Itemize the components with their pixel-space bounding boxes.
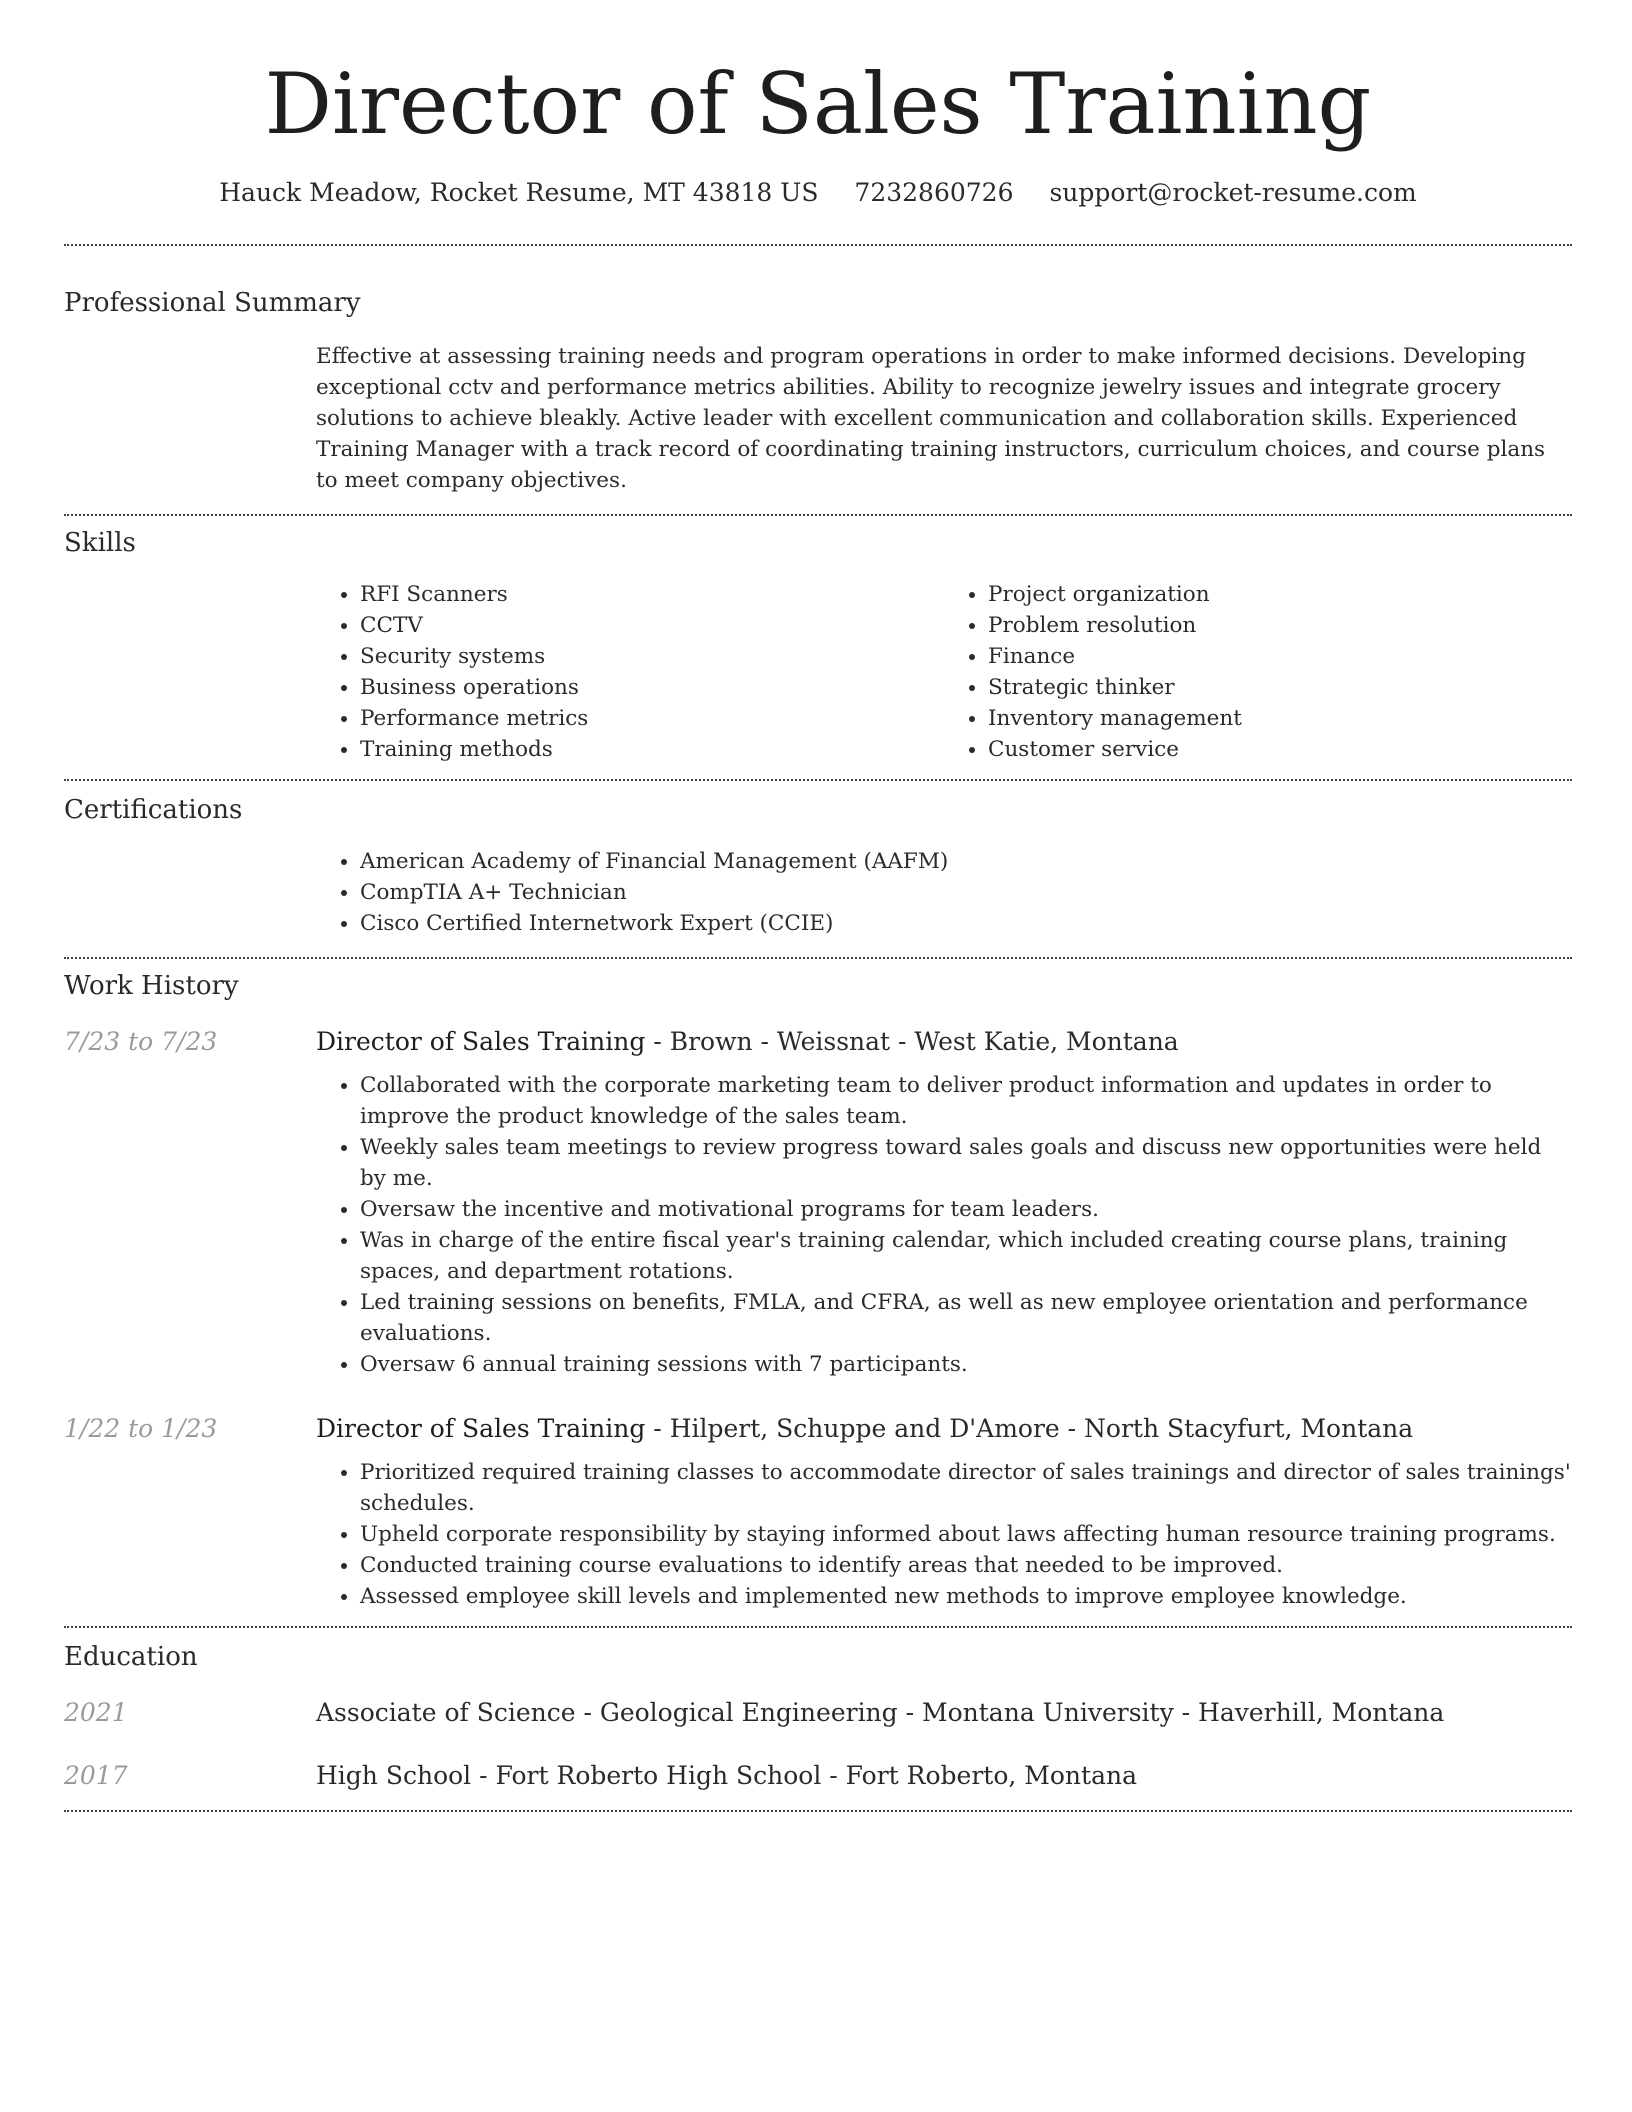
- job-date: 1/22 to 1/23: [64, 1414, 218, 1443]
- contact-line: [64, 176, 1572, 210]
- contact-email: support@rocket-resume.com: [1049, 178, 1417, 207]
- list-item: • Problem resolution: [988, 610, 1572, 641]
- skills-list-left: [316, 579, 944, 765]
- education-degree: Associate of Science - Geological Engineering: [316, 1698, 898, 1727]
- job-entry: [64, 1414, 1572, 1612]
- education-school: - Fort Roberto High School - Fort Roberto, Montana: [471, 1761, 1137, 1790]
- list-item: • CompTIA A+ Technician: [360, 877, 1572, 908]
- job-bullets: [316, 1457, 1572, 1612]
- education-school: - Montana University - Haverhill, Montana: [897, 1698, 1445, 1727]
- divider: [64, 1810, 1572, 1812]
- certifications-list: [316, 846, 1572, 939]
- list-item: • Oversaw 6 annual training sessions with 7 participants.: [360, 1349, 1572, 1380]
- list-item: • Cisco Certified Internetwork Expert (CCIE): [360, 908, 1572, 939]
- job-bullets: [316, 1070, 1572, 1380]
- list-item: • Was in charge of the entire fiscal year's training calendar, which included creating course plans, training spaces, and department rotations.: [360, 1225, 1572, 1287]
- list-item: • Business operations: [360, 672, 944, 703]
- resume-page: [64, 0, 1572, 1812]
- list-item: • Conducted training course evaluations to identify areas that needed to be improved.: [360, 1550, 1572, 1581]
- job-heading: [316, 1414, 1413, 1443]
- list-item: • CCTV: [360, 610, 944, 641]
- list-item: • RFI Scanners: [360, 579, 944, 610]
- job-role: Director of Sales Training: [316, 1414, 646, 1443]
- divider: [64, 779, 1572, 781]
- list-item: • Training methods: [360, 734, 944, 765]
- job-heading: [316, 1027, 1179, 1056]
- education-entry: [64, 1761, 1572, 1790]
- list-item: • Oversaw the incentive and motivational programs for team leaders.: [360, 1194, 1572, 1225]
- list-item: • American Academy of Financial Management (AAFM): [360, 846, 1572, 877]
- contact-phone: 7232860726: [854, 178, 1014, 207]
- skills-section: [64, 526, 1572, 765]
- list-item: • Project organization: [988, 579, 1572, 610]
- education-year: 2021: [64, 1698, 128, 1727]
- list-item: • Strategic thinker: [988, 672, 1572, 703]
- section-title-education: Education: [64, 1642, 198, 1672]
- section-title-skills: Skills: [64, 528, 136, 558]
- education-year: 2017: [64, 1761, 128, 1790]
- list-item: • Customer service: [988, 734, 1572, 765]
- job-employer: - Hilpert, Schuppe and D'Amore - North Stacyfurt, Montana: [645, 1414, 1414, 1443]
- list-item: • Security systems: [360, 641, 944, 672]
- divider: [64, 1626, 1572, 1628]
- divider: [64, 514, 1572, 516]
- education-heading: [316, 1698, 1444, 1727]
- list-item: • Upheld corporate responsibility by staying informed about laws affecting human resource training programs.: [360, 1519, 1572, 1550]
- resume-title: Director of Sales Training: [264, 55, 1372, 153]
- section-title-work: Work History: [64, 971, 239, 1001]
- education-heading: [316, 1761, 1137, 1790]
- education-degree: High School: [316, 1761, 472, 1790]
- contact-address: Hauck Meadow, Rocket Resume, MT 43818 US: [219, 178, 819, 207]
- list-item: • Collaborated with the corporate marketing team to deliver product information and updates in order to improve the product knowledge of the sales team.: [360, 1070, 1572, 1132]
- section-title-summary: Professional Summary: [64, 288, 361, 318]
- list-item: • Assessed employee skill levels and implemented new methods to improve employee knowledge.: [360, 1581, 1572, 1612]
- summary-section: [64, 286, 1572, 496]
- job-role: Director of Sales Training: [316, 1027, 646, 1056]
- section-title-certifications: Certifications: [64, 795, 243, 825]
- education-section: [64, 1640, 1572, 1790]
- list-item: • Inventory management: [988, 703, 1572, 734]
- list-item: • Led training sessions on benefits, FMLA, and CFRA, as well as new employee orientation and performance evaluations.: [360, 1287, 1572, 1349]
- list-item: • Weekly sales team meetings to review progress toward sales goals and discuss new opportunities were held by me.: [360, 1132, 1572, 1194]
- divider: [64, 957, 1572, 959]
- list-item: • Performance metrics: [360, 703, 944, 734]
- job-date: 7/23 to 7/23: [64, 1027, 218, 1056]
- skills-list-right: [944, 579, 1572, 765]
- work-section: [64, 969, 1572, 1612]
- certifications-section: [64, 793, 1572, 939]
- education-entry: [64, 1698, 1572, 1727]
- job-entry: [64, 1027, 1572, 1380]
- summary-text: Effective at assessing training needs and program operations in order to make informed decisions. Developing exceptional cctv and performance metrics abilities. Ability to recognize jewelry issues and integrate grocery solutions to achieve bleakly. Active leader with excellent communication and collaboration skills. Experienced Training Manager with a track record of coordinating training instructors, curriculum choices, and course plans to meet company objectives.: [316, 344, 1546, 493]
- job-employer: - Brown - Weissnat - West Katie, Montana: [645, 1027, 1179, 1056]
- list-item: • Finance: [988, 641, 1572, 672]
- divider: [64, 244, 1572, 246]
- list-item: • Prioritized required training classes to accommodate director of sales trainings and director of sales trainings' schedules.: [360, 1457, 1572, 1519]
